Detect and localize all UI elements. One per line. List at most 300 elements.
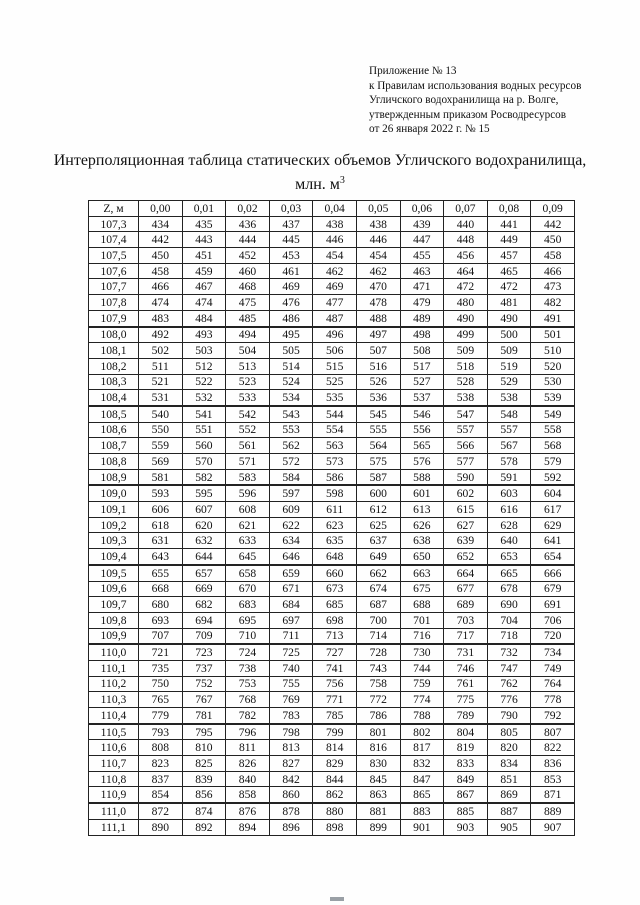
volume-cell: 637 bbox=[356, 533, 400, 549]
volume-cell: 469 bbox=[313, 279, 357, 295]
volume-cell: 548 bbox=[487, 406, 531, 422]
volume-cell: 898 bbox=[313, 819, 357, 835]
volume-cell: 583 bbox=[226, 469, 270, 485]
volume-cell: 603 bbox=[487, 485, 531, 501]
volume-cell: 685 bbox=[313, 597, 357, 613]
table-row bbox=[89, 676, 575, 692]
volume-cell: 581 bbox=[139, 469, 183, 485]
volume-cell: 836 bbox=[531, 756, 575, 772]
volume-cell: 562 bbox=[269, 438, 313, 454]
volume-cell: 775 bbox=[444, 692, 488, 708]
appendix-line: от 26 января 2022 г. № 15 bbox=[369, 123, 490, 135]
volume-cell: 833 bbox=[444, 756, 488, 772]
volume-cell: 894 bbox=[226, 819, 270, 835]
volume-cell: 867 bbox=[444, 787, 488, 803]
volume-cell: 551 bbox=[182, 422, 226, 438]
volume-cell: 442 bbox=[531, 216, 575, 232]
table-row bbox=[89, 565, 575, 581]
level-cell: 107,6 bbox=[89, 263, 139, 279]
volume-cell: 880 bbox=[313, 803, 357, 819]
level-cell: 109,3 bbox=[89, 533, 139, 549]
volume-cell: 492 bbox=[139, 327, 183, 343]
volume-cell: 709 bbox=[182, 628, 226, 644]
volume-cell: 807 bbox=[531, 724, 575, 740]
volume-cell: 826 bbox=[226, 756, 270, 772]
volume-cell: 762 bbox=[487, 676, 531, 692]
volume-cell: 529 bbox=[487, 374, 531, 390]
level-cell: 109,6 bbox=[89, 581, 139, 597]
volume-cell: 735 bbox=[139, 660, 183, 676]
appendix-line: Угличского водохранилища на р. Волге, bbox=[369, 94, 559, 106]
volume-cell: 525 bbox=[313, 374, 357, 390]
volume-cell: 434 bbox=[139, 216, 183, 232]
header-column-cell: 0,00 bbox=[139, 201, 183, 217]
volume-cell: 677 bbox=[444, 581, 488, 597]
volume-cell: 503 bbox=[182, 343, 226, 359]
volume-cell: 454 bbox=[356, 248, 400, 264]
volume-cell: 483 bbox=[139, 310, 183, 326]
volume-cell: 697 bbox=[269, 612, 313, 628]
volume-cell: 785 bbox=[313, 708, 357, 724]
volume-cell: 684 bbox=[269, 597, 313, 613]
page-edge-mark bbox=[330, 897, 344, 901]
volume-cell: 440 bbox=[444, 216, 488, 232]
volume-cell: 804 bbox=[444, 724, 488, 740]
volume-cell: 814 bbox=[313, 740, 357, 756]
table-row bbox=[89, 279, 575, 295]
table-row bbox=[89, 438, 575, 454]
volume-cell: 687 bbox=[356, 597, 400, 613]
volume-cell: 682 bbox=[182, 597, 226, 613]
volume-cell: 553 bbox=[269, 422, 313, 438]
volume-cell: 494 bbox=[226, 327, 270, 343]
volume-cell: 730 bbox=[400, 644, 444, 660]
volume-cell: 545 bbox=[356, 406, 400, 422]
volume-cell: 743 bbox=[356, 660, 400, 676]
volume-cell: 613 bbox=[400, 502, 444, 518]
level-cell: 108,8 bbox=[89, 454, 139, 470]
level-cell: 108,0 bbox=[89, 327, 139, 343]
volume-cell: 783 bbox=[269, 708, 313, 724]
volume-cell: 746 bbox=[444, 660, 488, 676]
volume-cell: 482 bbox=[531, 295, 575, 311]
title-unit: млн. м bbox=[295, 176, 340, 193]
volume-cell: 654 bbox=[531, 549, 575, 565]
volume-cell: 834 bbox=[487, 756, 531, 772]
volume-cell: 844 bbox=[313, 771, 357, 787]
volume-cell: 474 bbox=[139, 295, 183, 311]
volume-cell: 530 bbox=[531, 374, 575, 390]
volume-cell: 876 bbox=[226, 803, 270, 819]
level-cell: 108,3 bbox=[89, 374, 139, 390]
volume-cell: 899 bbox=[356, 819, 400, 835]
volume-cell: 474 bbox=[182, 295, 226, 311]
volume-cell: 597 bbox=[269, 485, 313, 501]
level-cell: 110,6 bbox=[89, 740, 139, 756]
table-row bbox=[89, 581, 575, 597]
header-corner-cell: Z, м bbox=[89, 201, 139, 217]
volume-cell: 655 bbox=[139, 565, 183, 581]
header-column-cell: 0,08 bbox=[487, 201, 531, 217]
volume-cell: 789 bbox=[444, 708, 488, 724]
level-cell: 110,1 bbox=[89, 660, 139, 676]
volume-cell: 704 bbox=[487, 612, 531, 628]
level-cell: 109,8 bbox=[89, 612, 139, 628]
volume-cell: 462 bbox=[356, 263, 400, 279]
volume-cell: 558 bbox=[531, 422, 575, 438]
volume-cell: 827 bbox=[269, 756, 313, 772]
volume-cell: 490 bbox=[444, 310, 488, 326]
volume-cell: 590 bbox=[444, 469, 488, 485]
volume-cell: 668 bbox=[139, 581, 183, 597]
table-row bbox=[89, 533, 575, 549]
volume-cell: 535 bbox=[313, 390, 357, 406]
volume-cell: 556 bbox=[400, 422, 444, 438]
header-column-cell: 0,04 bbox=[313, 201, 357, 217]
volume-cell: 472 bbox=[444, 279, 488, 295]
volume-cell: 582 bbox=[182, 469, 226, 485]
volume-cell: 588 bbox=[400, 469, 444, 485]
volume-cell: 484 bbox=[182, 310, 226, 326]
volume-cell: 723 bbox=[182, 644, 226, 660]
volume-cell: 896 bbox=[269, 819, 313, 835]
table-body bbox=[89, 216, 575, 835]
volume-cell: 820 bbox=[487, 740, 531, 756]
volume-cell: 862 bbox=[313, 787, 357, 803]
volume-cell: 523 bbox=[226, 374, 270, 390]
level-cell: 108,5 bbox=[89, 406, 139, 422]
volume-cell: 561 bbox=[226, 438, 270, 454]
volume-cell: 802 bbox=[400, 724, 444, 740]
volume-cell: 460 bbox=[226, 263, 270, 279]
volume-cell: 569 bbox=[139, 454, 183, 470]
volume-cell: 468 bbox=[226, 279, 270, 295]
volume-cell: 721 bbox=[139, 644, 183, 660]
table-row bbox=[89, 628, 575, 644]
volume-cell: 764 bbox=[531, 676, 575, 692]
volume-cell: 878 bbox=[269, 803, 313, 819]
volume-cell: 445 bbox=[269, 232, 313, 248]
volume-cell: 437 bbox=[269, 216, 313, 232]
volume-cell: 756 bbox=[313, 676, 357, 692]
volume-cell: 487 bbox=[313, 310, 357, 326]
volume-cell: 710 bbox=[226, 628, 270, 644]
volume-cell: 606 bbox=[139, 502, 183, 518]
volume-cell: 792 bbox=[531, 708, 575, 724]
volume-cell: 907 bbox=[531, 819, 575, 835]
table-row bbox=[89, 644, 575, 660]
volume-cell: 869 bbox=[487, 787, 531, 803]
volume-cell: 447 bbox=[400, 232, 444, 248]
volume-cell: 509 bbox=[487, 343, 531, 359]
volume-cell: 755 bbox=[269, 676, 313, 692]
volume-cell: 629 bbox=[531, 517, 575, 533]
table-row bbox=[89, 358, 575, 374]
volume-cell: 560 bbox=[182, 438, 226, 454]
volume-cell: 571 bbox=[226, 454, 270, 470]
volume-cell: 633 bbox=[226, 533, 270, 549]
volume-cell: 537 bbox=[400, 390, 444, 406]
volume-cell: 592 bbox=[531, 469, 575, 485]
volume-cell: 531 bbox=[139, 390, 183, 406]
volume-cell: 507 bbox=[356, 343, 400, 359]
volume-cell: 510 bbox=[531, 343, 575, 359]
volume-cell: 496 bbox=[313, 327, 357, 343]
volume-cell: 513 bbox=[226, 358, 270, 374]
volume-cell: 646 bbox=[269, 549, 313, 565]
volume-cell: 798 bbox=[269, 724, 313, 740]
volume-cell: 600 bbox=[356, 485, 400, 501]
volume-cell: 557 bbox=[444, 422, 488, 438]
volume-cell: 796 bbox=[226, 724, 270, 740]
volume-cell: 563 bbox=[313, 438, 357, 454]
volume-cell: 872 bbox=[139, 803, 183, 819]
volume-cell: 801 bbox=[356, 724, 400, 740]
volume-cell: 707 bbox=[139, 628, 183, 644]
table-row bbox=[89, 374, 575, 390]
volume-cell: 455 bbox=[400, 248, 444, 264]
volume-cell: 438 bbox=[313, 216, 357, 232]
table-row bbox=[89, 390, 575, 406]
header-column-cell: 0,09 bbox=[531, 201, 575, 217]
volume-cell: 463 bbox=[400, 263, 444, 279]
volume-cell: 849 bbox=[444, 771, 488, 787]
volume-cell: 450 bbox=[139, 248, 183, 264]
volume-cell: 858 bbox=[226, 787, 270, 803]
volume-cell: 632 bbox=[182, 533, 226, 549]
volume-cell: 609 bbox=[269, 502, 313, 518]
volume-cell: 769 bbox=[269, 692, 313, 708]
volume-cell: 587 bbox=[356, 469, 400, 485]
volume-cell: 644 bbox=[182, 549, 226, 565]
volume-cell: 689 bbox=[444, 597, 488, 613]
volume-cell: 703 bbox=[444, 612, 488, 628]
volume-cell: 555 bbox=[356, 422, 400, 438]
volume-cell: 830 bbox=[356, 756, 400, 772]
volume-cell: 660 bbox=[313, 565, 357, 581]
volume-cell: 438 bbox=[356, 216, 400, 232]
volume-cell: 683 bbox=[226, 597, 270, 613]
volume-cell: 822 bbox=[531, 740, 575, 756]
volume-cell: 552 bbox=[226, 422, 270, 438]
volume-cell: 737 bbox=[182, 660, 226, 676]
level-cell: 109,1 bbox=[89, 502, 139, 518]
header-column-cell: 0,05 bbox=[356, 201, 400, 217]
level-cell: 110,2 bbox=[89, 676, 139, 692]
volume-cell: 620 bbox=[182, 517, 226, 533]
volume-cell: 475 bbox=[226, 295, 270, 311]
level-cell: 107,8 bbox=[89, 295, 139, 311]
volume-cell: 832 bbox=[400, 756, 444, 772]
appendix-block bbox=[369, 64, 619, 137]
level-cell: 110,4 bbox=[89, 708, 139, 724]
volume-cell: 441 bbox=[487, 216, 531, 232]
volume-cell: 521 bbox=[139, 374, 183, 390]
volume-cell: 522 bbox=[182, 374, 226, 390]
volume-cell: 618 bbox=[139, 517, 183, 533]
level-cell: 109,9 bbox=[89, 628, 139, 644]
volume-cell: 753 bbox=[226, 676, 270, 692]
table-row bbox=[89, 327, 575, 343]
level-cell: 108,2 bbox=[89, 358, 139, 374]
volume-cell: 641 bbox=[531, 533, 575, 549]
volume-cell: 443 bbox=[182, 232, 226, 248]
volume-cell: 497 bbox=[356, 327, 400, 343]
volume-cell: 675 bbox=[400, 581, 444, 597]
volume-cell: 493 bbox=[182, 327, 226, 343]
volume-cell: 579 bbox=[531, 454, 575, 470]
volume-cell: 837 bbox=[139, 771, 183, 787]
volume-cell: 774 bbox=[400, 692, 444, 708]
volume-cell: 570 bbox=[182, 454, 226, 470]
level-cell: 109,7 bbox=[89, 597, 139, 613]
volume-cell: 450 bbox=[531, 232, 575, 248]
level-cell: 108,1 bbox=[89, 343, 139, 359]
volume-cell: 741 bbox=[313, 660, 357, 676]
volume-cell: 823 bbox=[139, 756, 183, 772]
volume-cell: 761 bbox=[444, 676, 488, 692]
volume-cell: 505 bbox=[269, 343, 313, 359]
volume-cell: 471 bbox=[400, 279, 444, 295]
volume-cell: 573 bbox=[313, 454, 357, 470]
volume-cell: 459 bbox=[182, 263, 226, 279]
volume-cell: 691 bbox=[531, 597, 575, 613]
volume-cell: 788 bbox=[400, 708, 444, 724]
level-cell: 109,2 bbox=[89, 517, 139, 533]
volume-cell: 467 bbox=[182, 279, 226, 295]
table-row bbox=[89, 787, 575, 803]
appendix-line: Приложение № 13 bbox=[369, 65, 457, 77]
volume-cell: 758 bbox=[356, 676, 400, 692]
volume-cell: 586 bbox=[313, 469, 357, 485]
volume-cell: 652 bbox=[444, 549, 488, 565]
volume-cell: 720 bbox=[531, 628, 575, 644]
table-row bbox=[89, 803, 575, 819]
volume-cell: 601 bbox=[400, 485, 444, 501]
volume-cell: 593 bbox=[139, 485, 183, 501]
volume-cell: 446 bbox=[313, 232, 357, 248]
table-row bbox=[89, 740, 575, 756]
volume-cell: 650 bbox=[400, 549, 444, 565]
volume-cell: 576 bbox=[400, 454, 444, 470]
volume-cell: 628 bbox=[487, 517, 531, 533]
volume-cell: 901 bbox=[400, 819, 444, 835]
table-row bbox=[89, 263, 575, 279]
level-cell: 110,0 bbox=[89, 644, 139, 660]
volume-cell: 695 bbox=[226, 612, 270, 628]
volume-cell: 540 bbox=[139, 406, 183, 422]
level-cell: 109,4 bbox=[89, 549, 139, 565]
volume-cell: 851 bbox=[487, 771, 531, 787]
volume-cell: 490 bbox=[487, 310, 531, 326]
volume-cell: 478 bbox=[356, 295, 400, 311]
volume-cell: 778 bbox=[531, 692, 575, 708]
volume-cell: 520 bbox=[531, 358, 575, 374]
level-cell: 108,7 bbox=[89, 438, 139, 454]
volume-cell: 627 bbox=[444, 517, 488, 533]
volume-cell: 781 bbox=[182, 708, 226, 724]
table-row bbox=[89, 310, 575, 326]
volume-cell: 528 bbox=[444, 374, 488, 390]
volume-cell: 665 bbox=[487, 565, 531, 581]
volume-cell: 640 bbox=[487, 533, 531, 549]
level-cell: 111,0 bbox=[89, 803, 139, 819]
volume-cell: 799 bbox=[313, 724, 357, 740]
volume-cell: 604 bbox=[531, 485, 575, 501]
volume-cell: 903 bbox=[444, 819, 488, 835]
level-cell: 109,5 bbox=[89, 565, 139, 581]
volume-cell: 472 bbox=[487, 279, 531, 295]
volume-cell: 883 bbox=[400, 803, 444, 819]
volume-cell: 772 bbox=[356, 692, 400, 708]
volume-cell: 701 bbox=[400, 612, 444, 628]
volume-cell: 566 bbox=[444, 438, 488, 454]
volume-cell: 524 bbox=[269, 374, 313, 390]
volume-cell: 795 bbox=[182, 724, 226, 740]
level-cell: 110,7 bbox=[89, 756, 139, 772]
volume-cell: 678 bbox=[487, 581, 531, 597]
volume-cell: 480 bbox=[444, 295, 488, 311]
volume-cell: 747 bbox=[487, 660, 531, 676]
volume-cell: 543 bbox=[269, 406, 313, 422]
level-cell: 107,4 bbox=[89, 232, 139, 248]
volume-cell: 452 bbox=[226, 248, 270, 264]
volume-cell: 456 bbox=[444, 248, 488, 264]
volume-cell: 666 bbox=[531, 565, 575, 581]
level-cell: 107,5 bbox=[89, 248, 139, 264]
volume-cell: 608 bbox=[226, 502, 270, 518]
volume-cell: 612 bbox=[356, 502, 400, 518]
level-cell: 107,7 bbox=[89, 279, 139, 295]
table-row bbox=[89, 343, 575, 359]
volume-cell: 887 bbox=[487, 803, 531, 819]
appendix-line: утвержденным приказом Росводресурсов bbox=[369, 108, 567, 121]
volume-cell: 874 bbox=[182, 803, 226, 819]
volume-cell: 631 bbox=[139, 533, 183, 549]
volume-cell: 578 bbox=[487, 454, 531, 470]
volume-cell: 486 bbox=[269, 310, 313, 326]
volume-cell: 892 bbox=[182, 819, 226, 835]
volume-cell: 536 bbox=[356, 390, 400, 406]
volume-cell: 768 bbox=[226, 692, 270, 708]
volume-cell: 538 bbox=[444, 390, 488, 406]
volume-cell: 752 bbox=[182, 676, 226, 692]
volume-cell: 506 bbox=[313, 343, 357, 359]
volume-cell: 905 bbox=[487, 819, 531, 835]
table-row bbox=[89, 756, 575, 772]
volume-cell: 464 bbox=[444, 263, 488, 279]
volume-cell: 611 bbox=[313, 502, 357, 518]
volume-cell: 559 bbox=[139, 438, 183, 454]
volume-cell: 716 bbox=[400, 628, 444, 644]
volume-cell: 539 bbox=[531, 390, 575, 406]
volume-cell: 786 bbox=[356, 708, 400, 724]
table-row bbox=[89, 485, 575, 501]
volume-cell: 845 bbox=[356, 771, 400, 787]
volume-cell: 825 bbox=[182, 756, 226, 772]
volume-cell: 727 bbox=[313, 644, 357, 660]
table-row bbox=[89, 597, 575, 613]
level-cell: 110,5 bbox=[89, 724, 139, 740]
volume-cell: 839 bbox=[182, 771, 226, 787]
table-row bbox=[89, 612, 575, 628]
volume-cell: 617 bbox=[531, 502, 575, 518]
volume-cell: 550 bbox=[139, 422, 183, 438]
header-column-cell: 0,07 bbox=[444, 201, 488, 217]
level-cell: 108,6 bbox=[89, 422, 139, 438]
volume-cell: 622 bbox=[269, 517, 313, 533]
volume-cell: 508 bbox=[400, 343, 444, 359]
